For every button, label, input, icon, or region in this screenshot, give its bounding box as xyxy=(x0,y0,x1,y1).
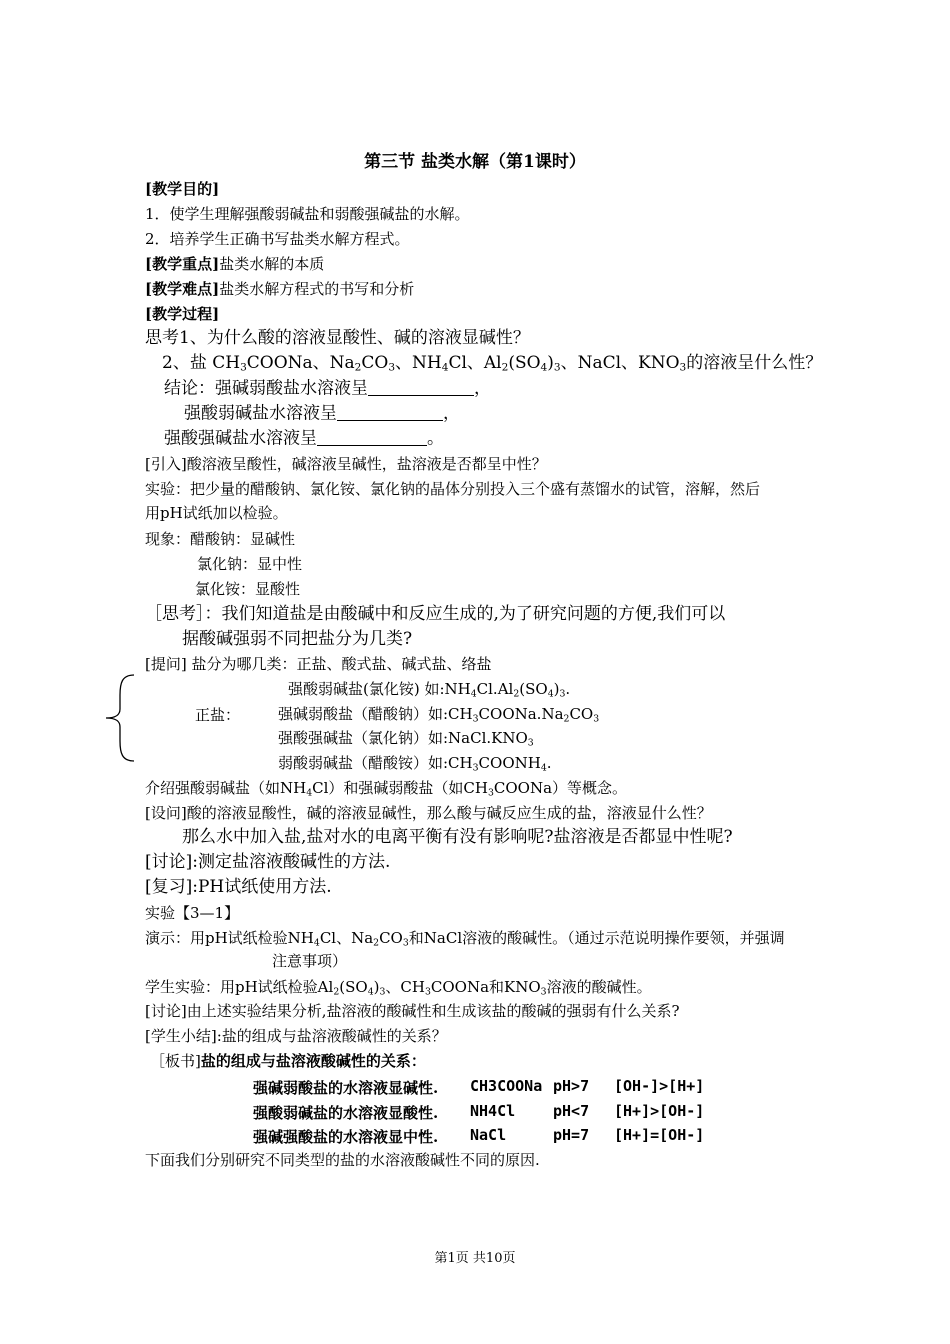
closing-text: 下面我们分别研究不同类型的盐的水溶液酸碱性不同的原因. xyxy=(145,1151,540,1169)
difficulty-label: [教学难点] xyxy=(145,280,220,298)
text-run: Cl、Na xyxy=(319,929,374,947)
page-footer: 第1页 共10页 xyxy=(434,1251,516,1266)
text-run: CO xyxy=(361,353,389,373)
text-run: CO xyxy=(379,929,403,947)
reflect-2: 据酸碱强弱不同把盐分为几类? xyxy=(182,629,413,649)
subscript: 3 xyxy=(553,361,561,374)
objective-1: 1．使学生理解强酸弱碱盐和弱酸强碱盐的水解。 xyxy=(145,205,470,223)
subscript: 4 xyxy=(306,787,313,799)
salt-class-3 xyxy=(278,729,534,747)
answer-blank[interactable] xyxy=(337,403,443,421)
conclusion-2 xyxy=(184,403,460,424)
subscript: 2 xyxy=(513,688,520,700)
subscript: 3 xyxy=(402,937,409,949)
text-run: (SO xyxy=(339,978,368,996)
process-heading: [教学过程] xyxy=(145,305,220,323)
text-run: 强酸弱碱盐(氯化铵) 如:NH xyxy=(288,680,471,698)
text-run: COONa.Na xyxy=(478,705,564,723)
text-run: 溶液的酸碱性。 xyxy=(546,978,652,996)
objective-2: 2．培养学生正确书写盐类水解方程式。 xyxy=(145,230,410,248)
normal-salt-label: 正盐： xyxy=(195,706,241,724)
demo-text-2: 注意事项） xyxy=(272,952,348,970)
board-row-ph: pH>7 xyxy=(553,1077,590,1095)
discuss-text-1: [讨论]:测定盐溶液酸碱性的方法. xyxy=(145,852,391,872)
subscript: 4 xyxy=(367,986,374,998)
text-run: 弱酸弱碱盐（醋酸铵）如:CH xyxy=(278,754,473,772)
subscript: 3 xyxy=(559,688,566,700)
text-run: 、NH xyxy=(395,353,442,373)
experiment-3-1: 实验【3—1】 xyxy=(145,904,240,922)
board-row-formula: CH3COONa xyxy=(470,1077,543,1095)
punctuation: ， xyxy=(474,378,491,399)
reflect-1: ［思考］：我们知道盐是由酸碱中和反应生成的,为了研究问题的方便,我们可以 xyxy=(145,604,726,624)
text-run: Cl）和强碱弱酸盐（如CH xyxy=(312,779,488,797)
subscript: 3 xyxy=(487,787,494,799)
conclusion-3 xyxy=(164,428,444,449)
subscript: 3 xyxy=(540,986,547,998)
ask-text-2: 那么水中加入盐,盐对水的电离平衡有没有影响呢?盐溶液是否都显中性呢? xyxy=(182,827,733,847)
intro-text: [引入]酸溶液呈酸性，碱溶液呈碱性，盐溶液是否都呈中性？ xyxy=(145,455,547,473)
board-row-description: 强酸弱碱盐的水溶液显酸性. xyxy=(253,1104,439,1122)
subscript: 2 xyxy=(563,713,570,725)
difficulty-text: 盐类水解方程式的书写和分析 xyxy=(219,280,415,298)
text-run: COONH xyxy=(478,754,541,772)
conclusion-text: 强酸强碱盐水溶液呈 xyxy=(164,428,317,449)
text-run: 学生实验：用pH试纸检验Al xyxy=(145,978,334,996)
text-run: (SO xyxy=(508,353,541,373)
board-row-relation: [H+]>[OH-] xyxy=(614,1102,705,1120)
board-heading xyxy=(150,1052,426,1070)
subscript: 4 xyxy=(441,361,449,374)
board-row-relation: [OH-]>[H+] xyxy=(614,1077,705,1095)
phenomenon-3: 氯化铵：显酸性 xyxy=(195,580,301,598)
subscript: 3 xyxy=(388,361,396,374)
text-run: COONa和KNO xyxy=(430,978,541,996)
text-run: . xyxy=(565,680,571,698)
board-row-formula: NaCl xyxy=(470,1126,507,1144)
salt-class-2 xyxy=(278,705,599,723)
subscript: 2 xyxy=(373,937,380,949)
review-text: [复习]:PH试纸使用方法. xyxy=(145,877,332,897)
text-run: 2、盐 CH xyxy=(162,353,241,373)
subscript: 3 xyxy=(679,361,687,374)
student-summary: [学生小结]:盐的组成与盐溶液酸碱性的关系？ xyxy=(145,1027,447,1045)
subscript: 2 xyxy=(501,361,509,374)
text-run: 强碱弱酸盐（醋酸钠）如:CH xyxy=(278,705,473,723)
board-row-relation: [H+]=[OH-] xyxy=(614,1126,705,1144)
text-run: 、NaCl、KNO xyxy=(560,353,680,373)
board-row-ph: pH<7 xyxy=(553,1102,590,1120)
subscript: 3 xyxy=(379,986,386,998)
board-row-description: 强碱强酸盐的水溶液显中性. xyxy=(253,1128,439,1146)
subscript: 3 xyxy=(424,986,431,998)
text-run: 和NaCl溶液的酸碱性。（通过示范说明操作要领，并强调 xyxy=(408,929,785,947)
punctuation: ， xyxy=(443,403,460,424)
subscript: 3 xyxy=(240,361,247,374)
text-run: ) xyxy=(553,680,560,698)
subscript: 2 xyxy=(354,361,362,374)
subscript: 4 xyxy=(547,688,554,700)
difficulty xyxy=(145,280,414,298)
page-title: 第三节 盐类水解（第1课时） xyxy=(364,152,586,172)
conclusion-text: 强酸弱碱盐水溶液呈 xyxy=(184,403,337,424)
student-experiment xyxy=(145,978,652,996)
subscript: 3 xyxy=(527,737,534,749)
text-run: COONa、Na xyxy=(246,353,355,373)
text-run: 、CH xyxy=(385,978,425,996)
subscript: 2 xyxy=(333,986,340,998)
demo-text-1 xyxy=(145,929,785,947)
key-point xyxy=(145,255,324,273)
phenomenon-1: 现象：醋酸钠：显碱性 xyxy=(145,530,296,548)
salt-class-4 xyxy=(278,754,552,772)
discuss-text-2: [讨论]由上述实验结果分析,盐溶液的酸碱性和生成该盐的酸碱的强弱有什么关系? xyxy=(145,1002,680,1020)
introduce-concepts xyxy=(145,779,627,797)
subscript: 3 xyxy=(472,713,479,725)
text-run: COONa）等概念。 xyxy=(493,779,628,797)
experiment-text-1: 实验：把少量的醋酸钠、氯化铵、氯化钠的晶体分别投入三个盛有蒸馏水的试管，溶解，然后 xyxy=(145,480,761,498)
conclusion-text: 结论：强碱弱酸盐水溶液呈 xyxy=(164,378,368,399)
text-run: 的溶液呈什么性？ xyxy=(686,353,823,373)
text-run: (SO xyxy=(519,680,548,698)
salt-class-1 xyxy=(288,680,570,698)
text-run: 强酸强碱盐（氯化钠）如:NaCl.KNO xyxy=(278,729,528,747)
text-run: . xyxy=(546,754,552,772)
objectives-heading: [教学目的] xyxy=(145,180,220,198)
punctuation: 。 xyxy=(427,428,444,449)
answer-blank[interactable] xyxy=(368,378,474,396)
experiment-text-2: 用pH试纸加以检验。 xyxy=(145,504,288,522)
subscript: 3 xyxy=(472,762,479,774)
board-title: 盐的组成与盐溶液酸碱性的关系： xyxy=(200,1052,426,1070)
subscript: 3 xyxy=(593,713,600,725)
phenomenon-2: 氯化钠：显中性 xyxy=(197,555,303,573)
think-question-1: 思考1、为什么酸的溶液显酸性、碱的溶液显碱性？ xyxy=(145,328,530,348)
board-row-description: 强碱弱酸盐的水溶液显碱性. xyxy=(253,1079,439,1097)
answer-blank[interactable] xyxy=(317,428,427,446)
board-row-ph: pH=7 xyxy=(553,1126,590,1144)
key-point-label: [教学重点] xyxy=(145,255,220,273)
text-run: 演示：用pH试纸检验NH xyxy=(145,929,314,947)
left-brace-icon xyxy=(104,673,136,763)
key-point-text: 盐类水解的本质 xyxy=(219,255,325,273)
board-row-formula: NH4Cl xyxy=(470,1102,516,1120)
text-run: Cl、Al xyxy=(448,353,502,373)
text-run: 介绍强酸弱碱盐（如NH xyxy=(145,779,307,797)
subscript: 4 xyxy=(540,361,548,374)
conclusion-1 xyxy=(164,378,491,399)
text-run: CO xyxy=(569,705,594,723)
question-text: [提问] 盐分为哪几类：正盐、酸式盐、碱式盐、络盐 xyxy=(145,655,492,673)
think-question-2 xyxy=(162,353,822,373)
text-run: Cl.Al xyxy=(476,680,514,698)
text-run: ) xyxy=(373,978,380,996)
subscript: 4 xyxy=(540,762,547,774)
ask-text-1: [设问]酸的溶液显酸性，碱的溶液显碱性，那么酸与碱反应生成的盐，溶液显什么性？ xyxy=(145,804,712,822)
subscript: 4 xyxy=(313,937,320,949)
subscript: 4 xyxy=(470,688,477,700)
board-label: ［板书] xyxy=(150,1052,201,1070)
text-run: ) xyxy=(547,353,554,373)
